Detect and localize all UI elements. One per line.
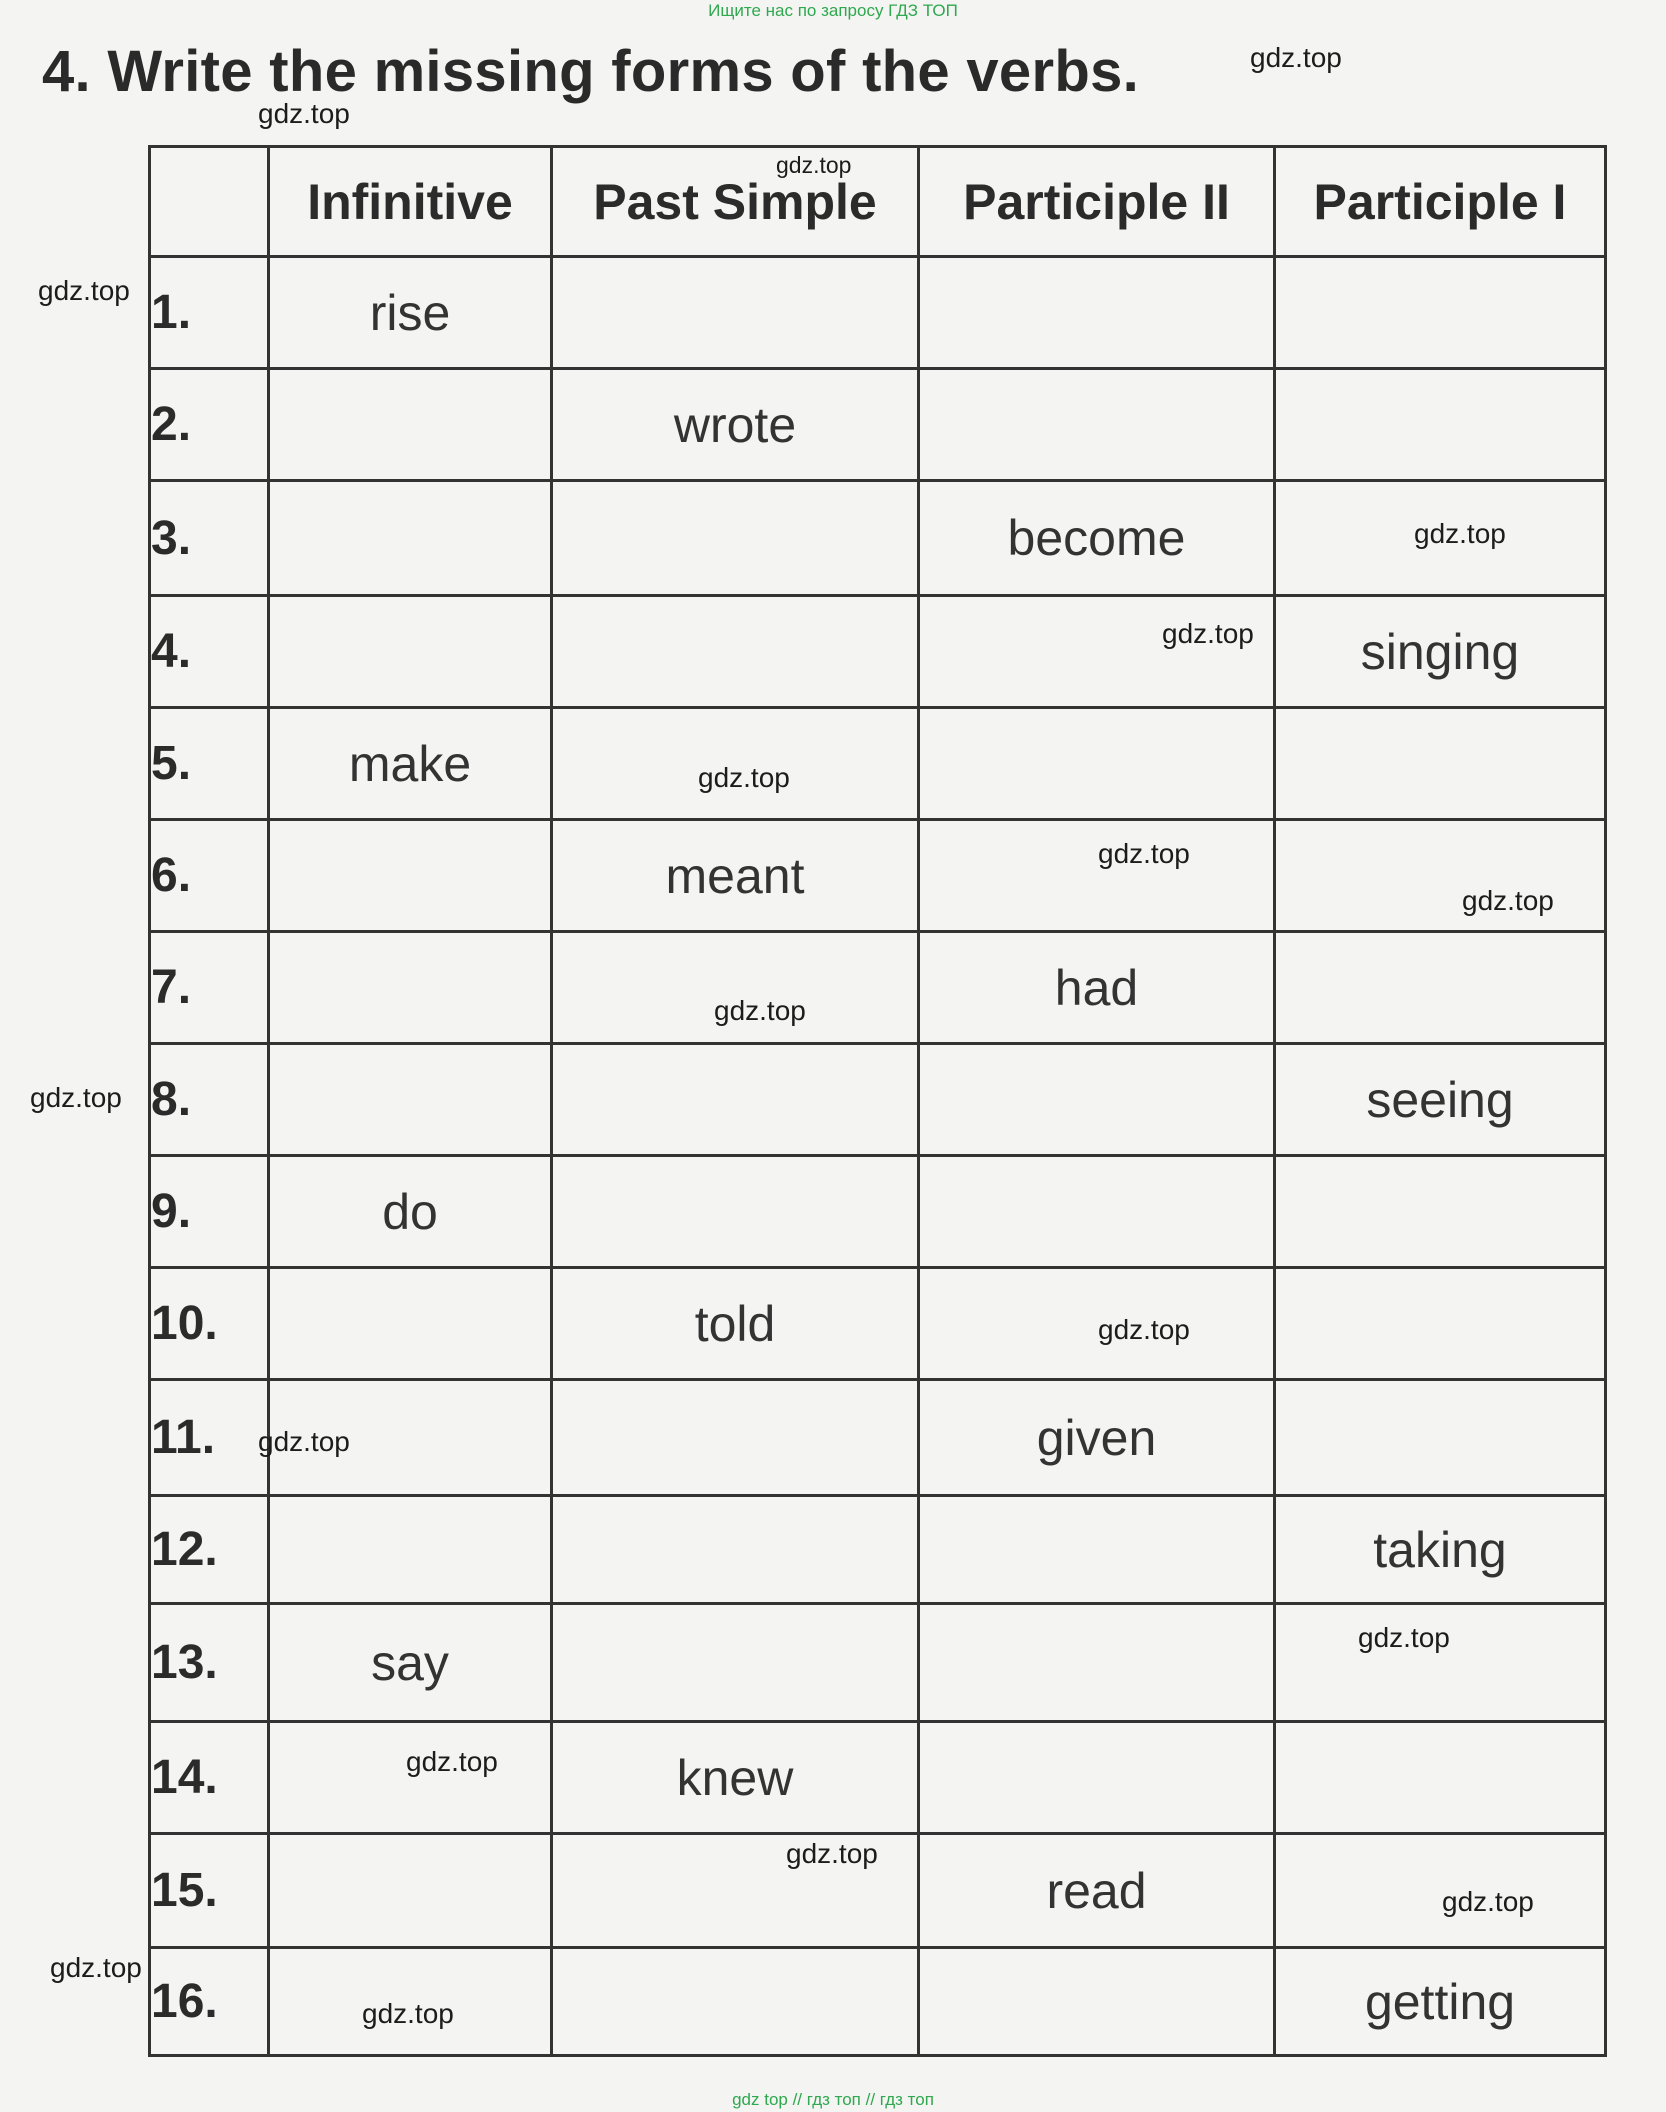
header-number bbox=[150, 147, 269, 257]
participle-i-cell bbox=[1275, 1722, 1606, 1834]
table-row bbox=[150, 1722, 1606, 1834]
header-participle-ii: Participle II bbox=[919, 147, 1275, 257]
infinitive-cell bbox=[269, 596, 552, 708]
table-row bbox=[150, 1044, 1606, 1156]
past-simple-cell bbox=[552, 1948, 919, 2056]
past-simple-cell: meant bbox=[552, 820, 919, 932]
watermark: gdz.top bbox=[776, 152, 852, 178]
watermark: gdz.top bbox=[258, 98, 350, 129]
past-simple-cell bbox=[552, 1496, 919, 1604]
participle-ii-cell: become bbox=[919, 481, 1275, 596]
participle-ii-cell: had bbox=[919, 932, 1275, 1044]
row-number: 14. bbox=[150, 1722, 269, 1834]
participle-ii-cell bbox=[919, 1156, 1275, 1268]
participle-i-cell bbox=[1275, 708, 1606, 820]
past-simple-cell: knew bbox=[552, 1722, 919, 1834]
watermark: gdz.top bbox=[786, 1838, 878, 1869]
participle-i-cell bbox=[1275, 932, 1606, 1044]
participle-i-cell bbox=[1275, 1380, 1606, 1496]
infinitive-cell bbox=[269, 481, 552, 596]
watermark: gdz.top bbox=[1098, 838, 1190, 869]
infinitive-cell: rise bbox=[269, 257, 552, 369]
row-number: 9. bbox=[150, 1156, 269, 1268]
participle-i-cell: singing bbox=[1275, 596, 1606, 708]
participle-ii-cell bbox=[919, 708, 1275, 820]
participle-ii-cell bbox=[919, 1496, 1275, 1604]
past-simple-cell: told bbox=[552, 1268, 919, 1380]
header-past-simple: Past Simple bbox=[552, 147, 919, 257]
infinitive-cell bbox=[269, 1044, 552, 1156]
participle-i-cell bbox=[1275, 1834, 1606, 1948]
participle-ii-cell bbox=[919, 369, 1275, 481]
participle-ii-cell bbox=[919, 1044, 1275, 1156]
exercise-heading: 4. Write the missing forms of the verbs. bbox=[42, 39, 1140, 104]
table-row bbox=[150, 1268, 1606, 1380]
participle-ii-cell bbox=[919, 596, 1275, 708]
participle-ii-cell bbox=[919, 1722, 1275, 1834]
infinitive-cell bbox=[269, 932, 552, 1044]
row-number: 8. bbox=[150, 1044, 269, 1156]
row-number: 6. bbox=[150, 820, 269, 932]
footer-links[interactable]: gdz top // гдз топ // гдз топ bbox=[732, 2090, 934, 2109]
past-simple-cell bbox=[552, 1156, 919, 1268]
watermark: gdz.top bbox=[50, 1952, 142, 1983]
participle-i-cell bbox=[1275, 369, 1606, 481]
row-number: 10. bbox=[150, 1268, 269, 1380]
row-number: 15. bbox=[150, 1834, 269, 1948]
table-row bbox=[150, 708, 1606, 820]
watermark: gdz.top bbox=[38, 275, 130, 306]
header-infinitive: Infinitive bbox=[269, 147, 552, 257]
table-row bbox=[150, 481, 1606, 596]
verb-forms-table bbox=[148, 145, 1607, 2057]
past-simple-cell bbox=[552, 1604, 919, 1722]
row-number: 4. bbox=[150, 596, 269, 708]
past-simple-cell bbox=[552, 481, 919, 596]
row-number: 5. bbox=[150, 708, 269, 820]
participle-ii-cell: given bbox=[919, 1380, 1275, 1496]
row-number: 11. bbox=[150, 1380, 269, 1496]
watermark: gdz.top bbox=[1162, 618, 1254, 649]
table-row bbox=[150, 596, 1606, 708]
watermark: gdz.top bbox=[258, 1426, 350, 1457]
watermark: gdz.top bbox=[1358, 1622, 1450, 1653]
table-row bbox=[150, 1496, 1606, 1604]
table-header-row bbox=[150, 147, 1606, 257]
infinitive-cell bbox=[269, 1496, 552, 1604]
watermark: gdz.top bbox=[1442, 1886, 1534, 1917]
table-row bbox=[150, 257, 1606, 369]
table-row bbox=[150, 820, 1606, 932]
watermark: gdz.top bbox=[1462, 885, 1554, 916]
row-number: 7. bbox=[150, 932, 269, 1044]
watermark: gdz.top bbox=[406, 1746, 498, 1777]
header-participle-i: Participle I bbox=[1275, 147, 1606, 257]
participle-i-cell: seeing bbox=[1275, 1044, 1606, 1156]
participle-i-cell bbox=[1275, 1268, 1606, 1380]
infinitive-cell bbox=[269, 1834, 552, 1948]
watermark: gdz.top bbox=[1098, 1314, 1190, 1345]
table-row bbox=[150, 932, 1606, 1044]
participle-i-cell bbox=[1275, 820, 1606, 932]
watermark: gdz.top bbox=[30, 1082, 122, 1113]
infinitive-cell bbox=[269, 1268, 552, 1380]
infinitive-cell bbox=[269, 820, 552, 932]
watermark: gdz.top bbox=[1250, 42, 1342, 73]
past-simple-cell bbox=[552, 596, 919, 708]
past-simple-cell bbox=[552, 1380, 919, 1496]
participle-i-cell bbox=[1275, 257, 1606, 369]
past-simple-cell bbox=[552, 257, 919, 369]
row-number: 1. bbox=[150, 257, 269, 369]
past-simple-cell bbox=[552, 1044, 919, 1156]
participle-ii-cell: read bbox=[919, 1834, 1275, 1948]
past-simple-cell: wrote bbox=[552, 369, 919, 481]
infinitive-cell bbox=[269, 369, 552, 481]
infinitive-cell: say bbox=[269, 1604, 552, 1722]
participle-ii-cell bbox=[919, 1268, 1275, 1380]
table-row bbox=[150, 369, 1606, 481]
table-row bbox=[150, 1156, 1606, 1268]
participle-i-cell bbox=[1275, 1156, 1606, 1268]
table-body bbox=[150, 257, 1606, 2056]
participle-ii-cell bbox=[919, 257, 1275, 369]
table-row bbox=[150, 1380, 1606, 1496]
infinitive-cell: make bbox=[269, 708, 552, 820]
row-number: 13. bbox=[150, 1604, 269, 1722]
participle-ii-cell bbox=[919, 820, 1275, 932]
infinitive-cell: do bbox=[269, 1156, 552, 1268]
row-number: 2. bbox=[150, 369, 269, 481]
participle-ii-cell bbox=[919, 1604, 1275, 1722]
participle-ii-cell bbox=[919, 1948, 1275, 2056]
row-number: 12. bbox=[150, 1496, 269, 1604]
row-number: 3. bbox=[150, 481, 269, 596]
participle-i-cell: getting bbox=[1275, 1948, 1606, 2056]
watermark: gdz.top bbox=[698, 762, 790, 793]
watermark: gdz.top bbox=[1414, 518, 1506, 549]
watermark: gdz.top bbox=[362, 1998, 454, 2029]
top-banner-link[interactable]: Ищите нас по запросу ГДЗ ТОП bbox=[708, 1, 958, 20]
watermark: gdz.top bbox=[714, 995, 806, 1026]
participle-i-cell: taking bbox=[1275, 1496, 1606, 1604]
row-number: 16. bbox=[150, 1948, 269, 2056]
